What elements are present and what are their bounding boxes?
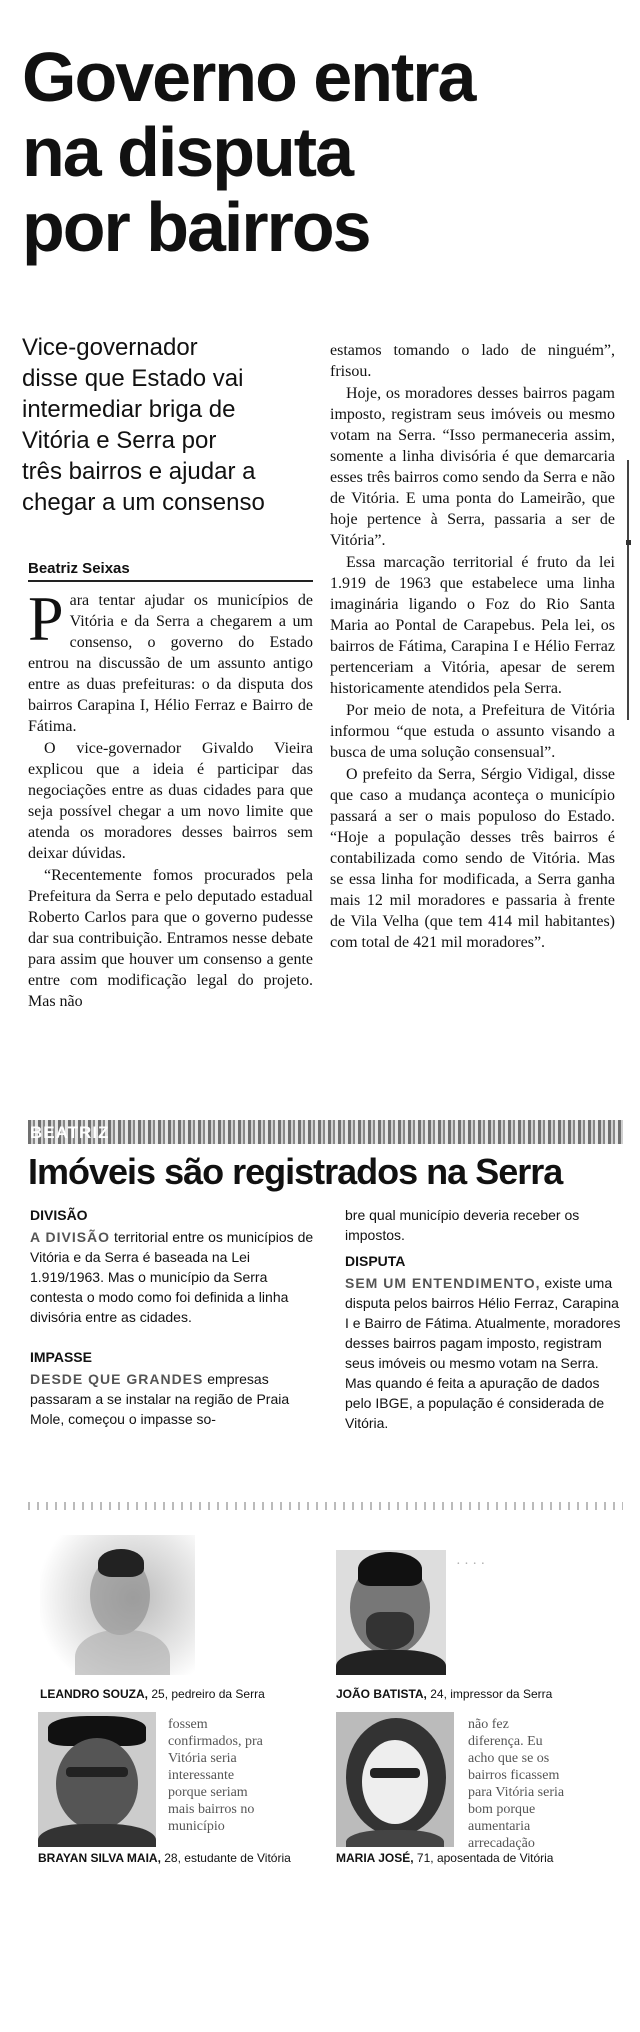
section-band-label: BEATRIZ xyxy=(30,1123,110,1142)
photo-caption xyxy=(38,1850,291,1866)
person-description: 24, impressor da Serra xyxy=(430,1687,553,1701)
paragraph-text: ara tentar ajudar os municípios de Vitória e da Serra a chegarem a um consenso, o governo do Estado entrou na discussão de um assunto antigo entre as duas prefeituras: o da disputa dos bairros Carapina I, Hélio Ferraz e Bairro de Fátima. xyxy=(28,592,313,735)
section-band xyxy=(28,1120,623,1144)
scan-dot xyxy=(626,540,631,545)
headline xyxy=(22,40,622,265)
headline-line: por bairros xyxy=(22,188,370,266)
paragraph xyxy=(28,583,313,737)
info-column-left xyxy=(30,1205,315,1435)
paragraph: O vice-governador Givaldo Vieira explicou que a ideia é participar das negociações entre as duas cidades para que seja possível chegar a um novo limite que atenda os moradores desses bairros sem deixar dúvidas. xyxy=(28,740,313,862)
quote-line: interessante xyxy=(168,1768,235,1783)
info-lead: A DIVISÃO xyxy=(30,1229,111,1245)
paragraph: Por meio de nota, a Prefeitura de Vitória informou “que estuda o assunto visando a busca de uma solução consensual”. xyxy=(330,702,615,761)
scan-noise xyxy=(28,1502,623,1510)
quote-line: não fez xyxy=(468,1717,509,1732)
info-text-impasse xyxy=(30,1369,315,1429)
subheadline-line: disse que Estado vai xyxy=(22,365,244,392)
quote-line: para Vitória seria xyxy=(468,1785,565,1800)
paragraph: O prefeito da Serra, Sérgio Vidigal, disse que caso a mudança aconteça o município passará a ser o mais populoso do Estado. “Hoje a população desses três bairros é contabilizada como sendo de Vitória. Mas se essa linha for modificada, a Serra ganha mais 12 mil moradores e passaria à frente de Vila Velha (que tem 414 mil habitantes) com total de 421 mil moradores”. xyxy=(330,766,615,951)
page-edge-rule xyxy=(627,460,629,720)
quote-line: porque seriam xyxy=(168,1785,248,1800)
info-column-right xyxy=(345,1205,625,1439)
info-body: empresas passaram a se instalar na região de Praia Mole, começou o impasse so- xyxy=(30,1371,290,1427)
info-heading-impasse: IMPASSE xyxy=(30,1349,92,1365)
person-name: MARIA JOSÉ, xyxy=(336,1851,414,1865)
quote-line: bairros ficassem xyxy=(468,1768,560,1783)
person-description: 28, estudante de Vitória xyxy=(164,1851,291,1865)
paragraph: “Recentemente fomos procurados pela Prefeitura da Serra e pelo deputado estadual Roberto Carlos para que o governo pudesse dar sua contribuição. Entramos nesse debate para assim que houver um consenso a gente entre com modificação legal do projeto. Mas não xyxy=(28,867,313,1010)
person-description: 71, aposentada de Vitória xyxy=(416,1851,554,1865)
person-quote xyxy=(168,1716,263,1835)
info-heading-divisao: DIVISÃO xyxy=(30,1207,88,1223)
photo-caption xyxy=(336,1850,553,1866)
person-name: JOÃO BATISTA, xyxy=(336,1687,427,1701)
quote-line: mais bairros no xyxy=(168,1802,255,1817)
dropcap: P xyxy=(28,583,64,654)
person-quote xyxy=(468,1716,564,1852)
subheadline-line: chegar a um consenso xyxy=(22,489,265,516)
article-column-1 xyxy=(28,583,313,1013)
article-column-2 xyxy=(330,340,615,954)
info-body: existe uma disputa pelos bairros Hélio Ferraz, Carapina I e Bairro de Fátima. Atualmente, moradores desses bairros pagam imposto, registram seus imóveis ou mesmo votam na Serra. Mas quando é feita a apuração de dados pelo IBGE, a população é considerada de Vitória. xyxy=(345,1275,621,1431)
headline-line: Governo entra xyxy=(22,38,475,116)
quote-line: aumentaria xyxy=(468,1819,531,1834)
info-text-divisao xyxy=(30,1227,315,1327)
photo-caption xyxy=(336,1686,552,1702)
quote-line: arrecadação xyxy=(468,1836,535,1851)
subheadline-line: Vice-governador xyxy=(22,334,198,361)
byline: Beatriz Seixas xyxy=(28,560,313,582)
photo-brayan xyxy=(38,1712,156,1847)
subheadline-line: intermediar briga de xyxy=(22,396,236,423)
person-name: LEANDRO SOUZA, xyxy=(40,1687,148,1701)
info-text-continued: bre qual município deveria receber os impostos. xyxy=(345,1207,580,1243)
person-description: 25, pedreiro da Serra xyxy=(151,1687,265,1701)
paragraph: Hoje, os moradores desses bairros pagam imposto, registram seus imóveis ou mesmo votam na Serra. “Isso permaneceria assim, somente a linha divisória é que demarcaria esses três bairros como sendo da Serra e não de Vitória. E uma ponta do Lameirão, que hoje pertence à Serra, passaria a ser de Vitória”. xyxy=(330,385,615,549)
paragraph: estamos tomando o lado de ninguém”, frisou. xyxy=(330,342,615,380)
paragraph: Essa marcação territorial é fruto da lei 1.919 de 1963 que estabelece uma linha imaginária ligando o Foz do Rio Santa Maria ao Pontal de Carapebus. Pela lei, os bairros de Fátima, Carapina I e Hélio Ferraz pertenceriam a Vitória, apesar de serem historicamente atendidos pela Serra. xyxy=(330,554,615,697)
quote-line: acho que se os xyxy=(468,1751,550,1766)
faded-text: · · · · xyxy=(456,1557,486,1572)
subheadline-line: três bairros e ajudar a xyxy=(22,458,256,485)
section-title: Imóveis são registrados na Serra xyxy=(28,1151,563,1192)
person-name: BRAYAN SILVA MAIA, xyxy=(38,1851,161,1865)
info-heading-disputa: DISPUTA xyxy=(345,1253,406,1269)
subheadline xyxy=(22,332,312,518)
quote-line: fossem xyxy=(168,1717,208,1732)
subheadline-line: Vitória e Serra por xyxy=(22,427,217,454)
quote-line: município xyxy=(168,1819,225,1834)
photo-caption xyxy=(40,1686,265,1702)
info-lead: SEM UM ENTENDIMENTO, xyxy=(345,1275,541,1291)
photo-maria-jose xyxy=(336,1712,454,1847)
photo-leandro xyxy=(40,1535,195,1675)
info-body: territorial entre os municípios de Vitória e da Serra é baseada na Lei 1.919/1963. Mas o município da Serra contesta o modo como foi definida a linha divisória entre as cidades. xyxy=(30,1229,314,1325)
quote-line: confirmados, pra xyxy=(168,1734,263,1749)
headline-line: na disputa xyxy=(22,113,353,191)
info-lead: DESDE QUE GRANDES xyxy=(30,1371,204,1387)
info-text-disputa xyxy=(345,1273,625,1433)
quote-line: bom porque xyxy=(468,1802,536,1817)
quote-line: diferença. Eu xyxy=(468,1734,543,1749)
quote-line: Vitória seria xyxy=(168,1751,237,1766)
photo-joao xyxy=(336,1550,446,1675)
